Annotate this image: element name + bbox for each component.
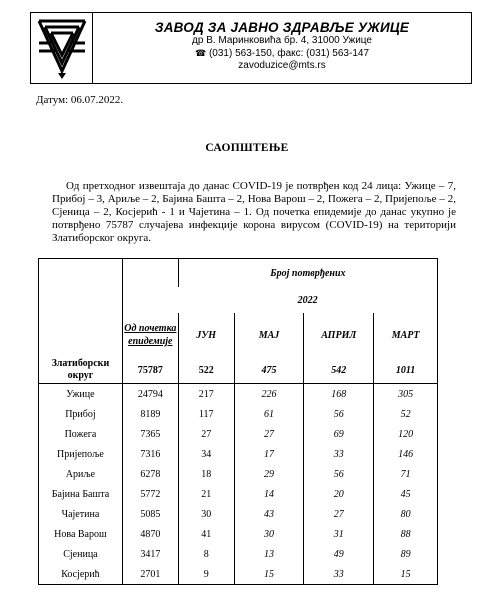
header-confirmed: Број потврђених <box>178 259 437 288</box>
row-value: 146 <box>374 444 438 464</box>
row-value: 43 <box>234 504 304 524</box>
row-name: Бајина Башта <box>51 488 110 500</box>
row-value: 3417 <box>122 544 178 564</box>
telephone-icon: ☎ <box>194 48 207 58</box>
table-row <box>39 524 438 544</box>
header-year: 2022 <box>297 294 318 306</box>
header-empty-cell <box>122 259 178 314</box>
document-date: Датум: 06.07.2022. <box>36 94 124 106</box>
document-title: САОПШТЕЊЕ <box>205 142 289 154</box>
org-email[interactable]: zavoduzice@mts.rs <box>238 60 326 71</box>
table-row <box>39 444 438 464</box>
row-value: 49 <box>304 544 374 564</box>
row-value: 31 <box>304 524 374 544</box>
row-value: 21 <box>178 484 234 504</box>
row-value: 33 <box>304 444 374 464</box>
row-value: 56 <box>304 464 374 484</box>
header-empty-cell <box>39 313 123 357</box>
row-value: 9 <box>178 564 234 585</box>
row-value: 217 <box>178 384 234 405</box>
row-value: 27 <box>234 424 304 444</box>
table-header-row-group <box>39 259 438 288</box>
row-value: 30 <box>178 504 234 524</box>
announcement-paragraph: Од претходног извештаја до данас COVID-19 је потврђен код 24 лица: Ужице – 7, Прибој – 3, Ариље – 2, Бајина Башта – 2, Нова Варош – 2, Пожега – 2, Пријепоље – 2, Сјеница – 2, Косјерић - 1 и Чајетина – 1. Од почетка епидемије до данас укупно је потврђено 75787 случајева инфекције корона вирусом (COVID-19) на територији Златиборског округа. <box>52 180 456 244</box>
row-value: 88 <box>374 524 438 544</box>
row-value: 30 <box>234 524 304 544</box>
table-row <box>39 484 438 504</box>
row-value: 69 <box>304 424 374 444</box>
row-value: 226 <box>234 384 304 405</box>
row-value: 14 <box>234 484 304 504</box>
cases-table <box>38 258 438 585</box>
table-row-total <box>39 357 438 384</box>
table-row <box>39 384 438 405</box>
table-body <box>39 384 438 585</box>
row-name: Ужице <box>66 388 95 400</box>
table-row <box>39 424 438 444</box>
header-empty-cell <box>39 259 123 314</box>
row-value: 5772 <box>122 484 178 504</box>
table-row <box>39 464 438 484</box>
table-row <box>39 504 438 524</box>
row-name: Пожега <box>64 428 97 440</box>
row-value: 120 <box>374 424 438 444</box>
header-month: МАРТ <box>374 313 438 357</box>
row-value: 27 <box>304 504 374 524</box>
table-header-row-columns <box>39 313 438 357</box>
row-name: Нова Варош <box>54 528 107 540</box>
row-value: 168 <box>304 384 374 405</box>
row-value: 2701 <box>122 564 178 585</box>
row-value: 27 <box>178 424 234 444</box>
row-value: 34 <box>178 444 234 464</box>
header-month: ЈУН <box>178 313 234 357</box>
row-value: 33 <box>304 564 374 585</box>
row-value: 5085 <box>122 504 178 524</box>
org-phone: (031) 563-150, факс: (031) 563-147 <box>208 48 370 59</box>
row-value: 29 <box>234 464 304 484</box>
row-value: 80 <box>374 504 438 524</box>
row-name: Ариље <box>65 468 96 480</box>
header-month: МАЈ <box>234 313 304 357</box>
row-value: 15 <box>234 564 304 585</box>
row-value: 20 <box>304 484 374 504</box>
row-value: 24794 <box>122 384 178 405</box>
row-value: 305 <box>374 384 438 405</box>
header-month: АПРИЛ <box>304 313 374 357</box>
row-value: 61 <box>234 404 304 424</box>
institute-logo <box>31 13 93 83</box>
row-name: Пријепоље <box>57 448 104 460</box>
row-value: 18 <box>178 464 234 484</box>
row-value: 7316 <box>122 444 178 464</box>
row-value: 1011 <box>374 357 438 384</box>
row-name: Косјерић <box>61 568 100 580</box>
row-value: 71 <box>374 464 438 484</box>
row-name: Чајетина <box>61 508 100 520</box>
row-value: 475 <box>234 357 304 384</box>
row-value: 89 <box>374 544 438 564</box>
logo-emblem-icon <box>31 13 93 83</box>
org-name: ЗАВОД ЗА ЈАВНО ЗДРАВЉЕ УЖИЦЕ <box>154 20 410 35</box>
row-value: 8189 <box>122 404 178 424</box>
org-phone-line <box>93 47 471 60</box>
row-value: 75787 <box>122 357 178 384</box>
row-value: 7365 <box>122 424 178 444</box>
letterhead-text <box>93 13 471 83</box>
table-row <box>39 404 438 424</box>
row-name: Сјеница <box>63 548 98 560</box>
row-value: 117 <box>178 404 234 424</box>
letterhead <box>30 12 472 84</box>
row-value: 41 <box>178 524 234 544</box>
row-name: Златиборски округ <box>39 357 123 384</box>
row-name: Прибој <box>65 408 96 420</box>
row-value: 522 <box>178 357 234 384</box>
row-value: 45 <box>374 484 438 504</box>
row-value: 13 <box>234 544 304 564</box>
header-since-start: Од почетка епидемије <box>122 313 178 357</box>
row-value: 15 <box>374 564 438 585</box>
table-row <box>39 544 438 564</box>
row-value: 4870 <box>122 524 178 544</box>
row-value: 56 <box>304 404 374 424</box>
row-value: 6278 <box>122 464 178 484</box>
org-address: др В. Маринковића бр. 4, 31000 Ужице <box>192 35 372 46</box>
row-value: 52 <box>374 404 438 424</box>
table-row <box>39 564 438 585</box>
row-value: 8 <box>178 544 234 564</box>
row-value: 542 <box>304 357 374 384</box>
row-value: 17 <box>234 444 304 464</box>
